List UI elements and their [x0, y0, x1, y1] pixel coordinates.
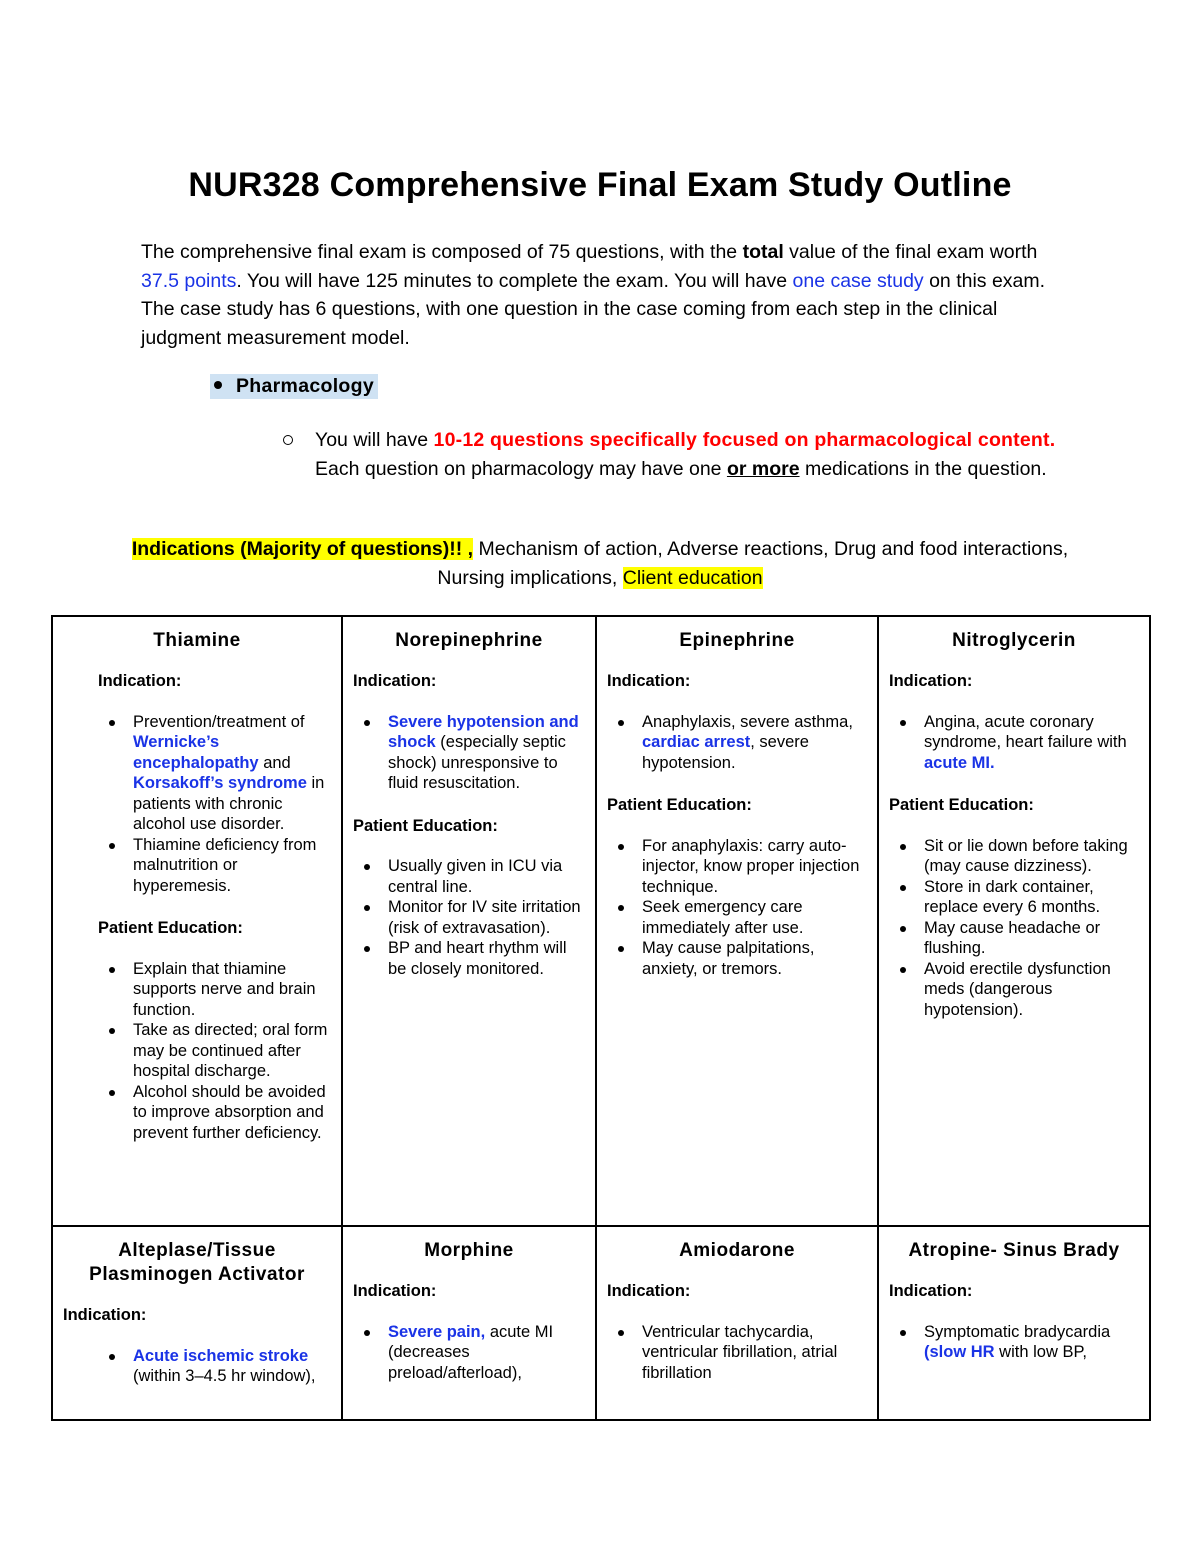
list-item: [889, 1322, 1139, 1363]
list-item: Monitor for IV site irritation (risk of extravasation).: [353, 897, 585, 938]
item-text: (especially septic shock) unresponsive to fluid resuscitation.: [388, 733, 566, 792]
item-text: Angina, acute coronary syndrome, heart failure with: [924, 712, 1127, 751]
list-item: [353, 1322, 585, 1384]
indication-list: [889, 1322, 1139, 1363]
patient-education-heading: Patient Education:: [607, 796, 752, 814]
item-text: and: [258, 753, 291, 772]
indication-heading: Indication:: [889, 1282, 973, 1300]
table-row: [52, 616, 1150, 1226]
indication-list: [889, 712, 1139, 774]
drug-cell-alteplase: [52, 1226, 342, 1420]
intro-text: value of the final exam worth: [783, 241, 1038, 263]
topics-line: [120, 535, 1080, 592]
patient-education-heading: Patient Education:: [353, 816, 498, 835]
drug-name: Norepinephrine: [395, 630, 543, 651]
page-title: NUR328 Comprehensive Final Exam Study Outline: [188, 166, 1012, 204]
indication-heading: Indication:: [353, 1282, 437, 1300]
list-item: [98, 712, 331, 835]
drug-cell-epinephrine: [596, 616, 878, 1226]
drug-name: Epinephrine: [679, 630, 795, 651]
list-item: Thiamine deficiency from malnutrition or hyperemesis.: [98, 835, 331, 897]
indication-heading: Indication:: [63, 1306, 147, 1324]
item-text: Prevention/treatment of: [133, 712, 305, 731]
sub-text: Each question on pharmacology may have one: [315, 457, 727, 480]
education-list: [353, 856, 585, 979]
item-highlight: cardiac arrest: [642, 733, 751, 751]
item-highlight: Acute ischemic stroke: [133, 1346, 309, 1365]
pharmacology-label: Pharmacology: [236, 375, 374, 397]
drug-table: [51, 615, 1151, 1421]
drug-cell-atropine: [878, 1226, 1150, 1420]
pharmacology-sub-bullet: [283, 426, 1073, 483]
list-item: Alcohol should be avoided to improve absorption and prevent further deficiency.: [98, 1082, 331, 1144]
drug-cell-nitroglycerin: [878, 616, 1150, 1226]
item-highlight: Korsakoff’s syndrome: [133, 774, 307, 792]
item-highlight: (slow HR: [924, 1343, 995, 1361]
list-item: Store in dark container, replace every 6 months.: [889, 877, 1139, 918]
list-item: Usually given in ICU via central line.: [353, 856, 585, 897]
list-item: Seek emergency care immediately after use.: [607, 897, 867, 938]
item-highlight: Severe pain,: [388, 1322, 486, 1341]
topics-indications: Indications (Majority of questions)!! ,: [131, 538, 474, 560]
list-item: BP and heart rhythm will be closely monitored.: [353, 938, 585, 979]
indication-list: [353, 1322, 585, 1384]
drug-cell-thiamine: [52, 616, 342, 1226]
list-item: Avoid erectile dysfunction meds (dangerous hypotension).: [889, 959, 1139, 1021]
item-text: (within 3–4.5 hr window),: [133, 1367, 316, 1385]
patient-education-heading: Patient Education:: [98, 919, 243, 937]
drug-name: Nitroglycerin: [952, 630, 1076, 651]
patient-education-heading: Patient Education:: [889, 796, 1034, 814]
drug-cell-norepinephrine: [342, 616, 596, 1226]
indication-heading: Indication:: [889, 672, 973, 690]
item-text: acute MI (decreases preload/afterload),: [388, 1322, 554, 1382]
indication-list: [353, 712, 585, 794]
list-item: Explain that thiamine supports nerve and brain function.: [98, 959, 331, 1021]
item-text: in patients with chronic alcohol use disorder.: [133, 774, 325, 833]
item-highlight: acute MI.: [924, 753, 995, 772]
pharmacology-bullet: [210, 374, 378, 399]
topics-rest: Mechanism of action, Adverse reactions, Drug and food interactions, Nursing implications,: [437, 538, 1069, 589]
sub-red-text: 10-12 questions specifically focused on pharmacological content.: [433, 429, 1056, 451]
intro-text: The comprehensive final exam is composed of 75 questions, with the: [141, 241, 743, 263]
indication-heading: Indication:: [353, 672, 437, 690]
drug-name: Thiamine: [153, 630, 241, 651]
item-text: , severe hypotension.: [642, 733, 809, 772]
indication-list: [63, 1346, 331, 1387]
list-item: Ventricular tachycardia, ventricular fibrillation, atrial fibrillation: [607, 1322, 867, 1384]
item-highlight: Severe hypotension and shock: [388, 712, 579, 751]
list-item: [98, 1346, 331, 1387]
list-item: [607, 712, 867, 774]
topics-client-education: Client education: [622, 566, 763, 589]
bullet-icon: [214, 381, 222, 389]
list-item: May cause headache or flushing.: [889, 918, 1139, 959]
indication-heading: Indication:: [607, 1282, 691, 1300]
intro-text: on this exam. The case study has 6 questions, with one question in the case coming from each step in the clinical judgment measurement model.: [141, 269, 1046, 349]
education-list: [607, 836, 867, 980]
sub-text: You will have: [315, 429, 434, 451]
list-item: Sit or lie down before taking (may cause dizziness).: [889, 836, 1139, 877]
indication-list: [63, 712, 331, 897]
item-text: Symptomatic bradycardia: [924, 1322, 1111, 1341]
drug-name: Alteplase/Tissue Plasminogen Activator: [89, 1240, 305, 1285]
intro-case-study: one case study: [792, 269, 924, 292]
intro-total: total: [742, 241, 784, 263]
list-item: Take as directed; oral form may be continued after hospital discharge.: [98, 1020, 331, 1082]
indication-heading: Indication:: [607, 672, 691, 690]
sub-or-more: or more: [726, 457, 800, 480]
list-item: For anaphylaxis: carry auto-injector, know proper injection technique.: [607, 836, 867, 898]
intro-points: 37.5 points: [141, 269, 237, 292]
item-text: Anaphylaxis, severe asthma,: [642, 712, 853, 731]
table-row: [52, 1226, 1150, 1420]
drug-cell-amiodarone: [596, 1226, 878, 1420]
indication-list: [607, 1322, 867, 1384]
drug-name: Atropine- Sinus Brady: [908, 1240, 1120, 1261]
list-item: [353, 712, 585, 794]
intro-text: . You will have 125 minutes to complete the exam. You will have: [236, 269, 793, 292]
drug-name: Amiodarone: [679, 1240, 795, 1261]
indication-heading: Indication:: [98, 672, 182, 690]
education-list: [63, 959, 331, 1144]
education-list: [889, 836, 1139, 1021]
list-item: May cause palpitations, anxiety, or tremors.: [607, 938, 867, 979]
item-text: with low BP,: [994, 1343, 1087, 1361]
drug-cell-morphine: [342, 1226, 596, 1420]
circle-bullet-icon: [283, 435, 293, 445]
sub-text: medications in the question.: [799, 457, 1047, 480]
indication-list: [607, 712, 867, 774]
item-highlight: Wernicke’s encephalopathy: [133, 733, 259, 772]
list-item: [889, 712, 1139, 774]
intro-paragraph: [141, 238, 1071, 352]
drug-name: Morphine: [424, 1240, 514, 1261]
